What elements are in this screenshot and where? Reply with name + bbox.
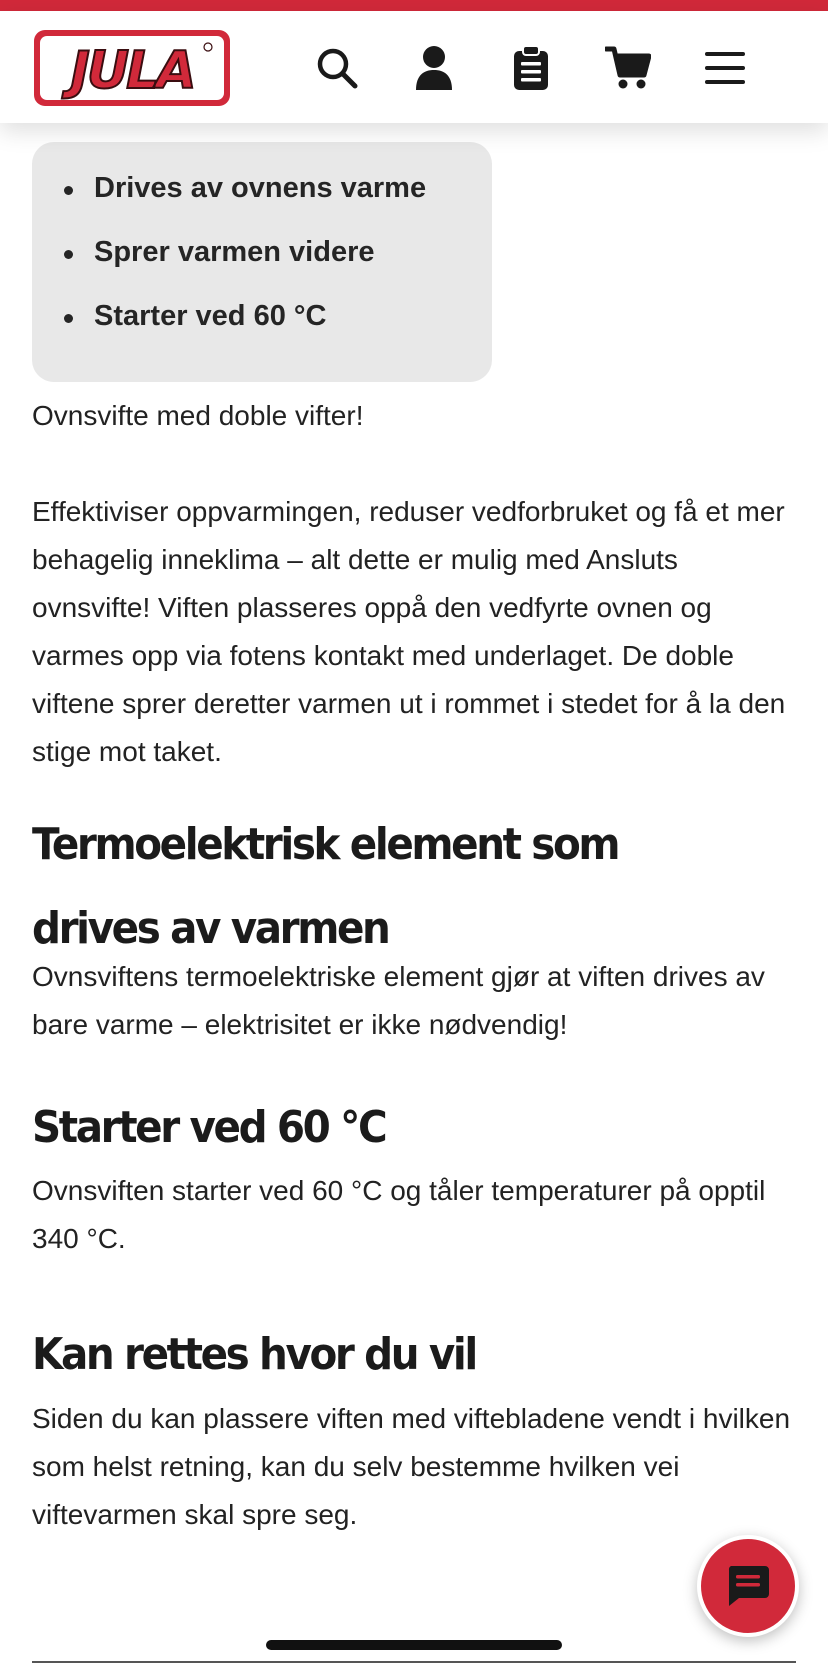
section-heading-thermoelectric: Termoelektrisk element som drives av varmen — [32, 819, 619, 954]
section-heading-direction: Kan rettes hvor du vil — [32, 1329, 476, 1380]
section-divider — [32, 1661, 796, 1663]
shopping-list-icon[interactable] — [506, 43, 556, 93]
section-heading-start-temp: Starter ved 60 °C — [32, 1102, 386, 1153]
description-text: Effektiviser oppvarmingen, reduser vedforbruket og få et mer behagelig inneklima – alt dette er mulig med Ansluts ovnsvifte! Viften plasseres oppå den vedfyrte ovnen og varmes opp via fotens kontakt med underlaget. De doble viftene sprer deretter varmen ut i rommet i stedet for å la den stige mot taket. — [32, 496, 786, 767]
section-body-direction: Siden du kan plassere viften med viftebladene vendt i hvilken som helst retning, kan du selv bestemme hvilken vei viftevarmen skal spre seg. — [32, 1403, 791, 1530]
chat-button[interactable] — [697, 1535, 799, 1637]
top-accent-bar — [0, 0, 828, 11]
feature-item: Drives av ovnens varme — [94, 172, 427, 204]
section-body-thermoelectric: Ovnsviftens termoelektriske element gjør at viften drives av bare varme – elektrisitet er ikke nødvendig! — [32, 961, 765, 1040]
search-icon[interactable] — [312, 43, 362, 93]
jula-logo[interactable] — [32, 28, 232, 108]
account-icon[interactable] — [409, 43, 459, 93]
menu-icon[interactable] — [700, 43, 750, 93]
home-indicator — [266, 1640, 562, 1650]
intro-text: Ovnsvifte med doble vifter! — [32, 400, 364, 431]
feature-item: Sprer varmen videre — [94, 236, 375, 268]
section-body-start-temp: Ovnsviften starter ved 60 °C og tåler temperaturer på opptil 340 °C. — [32, 1175, 766, 1254]
feature-item: Starter ved 60 °C — [94, 300, 327, 332]
feature-highlights — [32, 142, 492, 382]
cart-icon[interactable] — [603, 43, 653, 93]
logo-wordmark: JULA — [70, 41, 194, 101]
site-header — [0, 11, 828, 123]
chat-icon — [726, 1565, 770, 1607]
